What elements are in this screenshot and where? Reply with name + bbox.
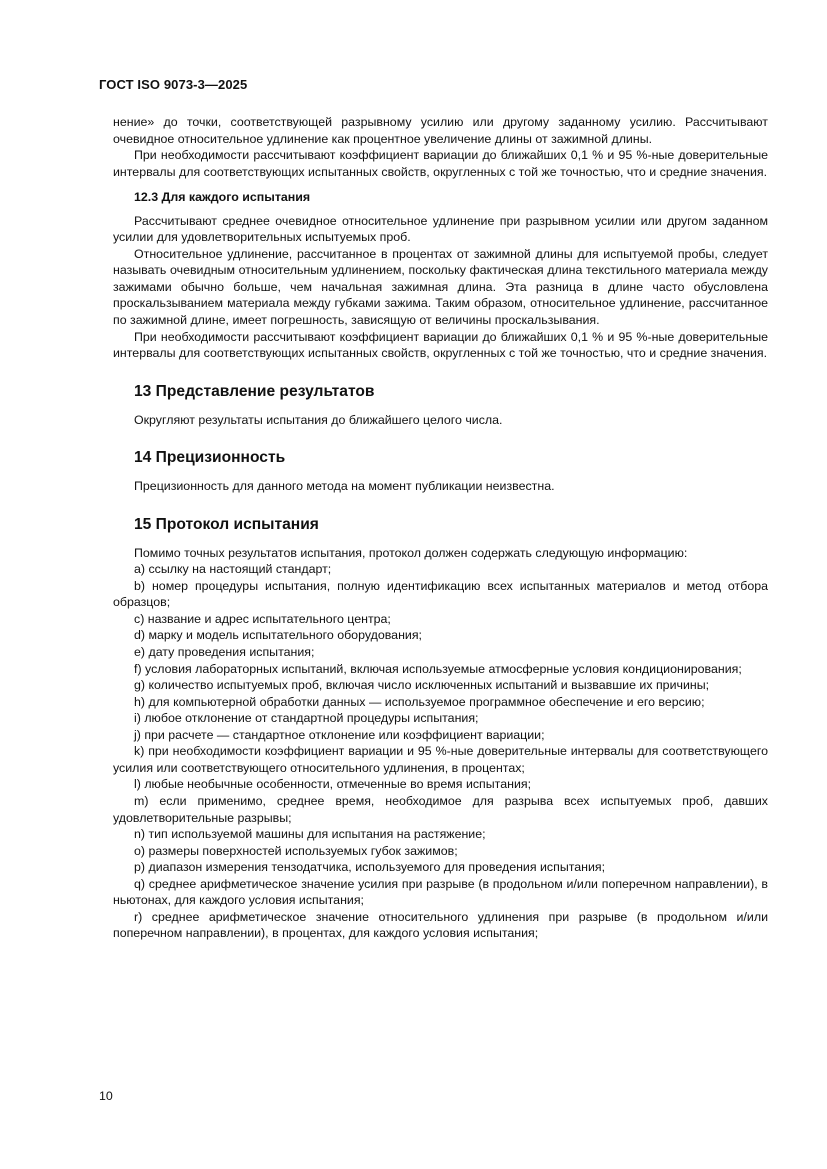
list-item: e) дату проведения испытания; — [134, 645, 315, 660]
list-item: j) при расчете — стандартное отклонение или коэффициент вариации; — [134, 727, 545, 742]
list-item: c) название и адрес испытательного центра; — [134, 611, 391, 626]
list-item: b) номер процедуры испытания, полную идентификацию всех испытанных материалов и метод отбора образцов; — [113, 578, 768, 610]
paragraph-12-3-c: При необходимости рассчитывают коэффициент вариации до ближайших 0,1 % и 95 %-ные доверительные интервалы для соответствующих испытанных свойств, округленных с той же точностью, что и средние значения. — [113, 329, 768, 361]
report-items-list — [113, 561, 768, 942]
section-15-intro: Помимо точных результатов испытания, протокол должен содержать следующую информацию: — [134, 545, 688, 560]
list-item: l) любые необычные особенности, отмеченные во время испытания; — [134, 777, 532, 792]
paragraph-12-3-b: Относительное удлинение, рассчитанное в процентах от зажимной длины для испытуемой пробы, следует называть очевидным относительным удлинением, поскольку фактическая длина текстильного материала между зажимами обычно больше, чем начальная зажимная длина. Эта разница в длине часто обусловлена проскальзыванием материала между губками зажима. Таким образом, относительное удлинение, рассчитанное по зажимной длине, имеет погрешность, зависящую от величины проскальзывания. — [113, 246, 768, 328]
list-item: g) количество испытуемых проб, включая число исключенных испытаний и вызвавшие их причины; — [134, 678, 710, 693]
subsection-heading-12-3: 12.3 Для каждого испытания — [134, 190, 311, 205]
list-item: k) при необходимости коэффициент вариации и 95 %-ные доверительные интервалы для соответствующего усилия или соответствующего относительного удлинения, в процентах; — [113, 744, 768, 775]
paragraph-continuation: нение» до точки, соответствующей разрывному усилию или другому заданному усилию. Рассчитывают очевидное относительное удлинение как процентное увеличение длины от зажимной длины. — [113, 115, 768, 146]
section-heading-14: 14 Прецизионность — [134, 449, 286, 467]
paragraph-12-3-a: Рассчитывают среднее очевидное относительное удлинение при разрывном усилии или другом заданном усилии для удовлетворительных испытуемых проб. — [113, 213, 768, 245]
list-item: h) для компьютерной обработки данных — используемое программное обеспечение и его версию; — [134, 694, 705, 709]
document-body — [113, 114, 768, 942]
list-item: p) диапазон измерения тензодатчика, используемого для проведения испытания; — [134, 860, 606, 875]
standard-header: ГОСТ ISO 9073-3—2025 — [99, 77, 248, 92]
list-item: n) тип используемой машины для испытания на растяжение; — [134, 827, 486, 842]
list-item: m) если применимо, среднее время, необходимое для разрыва всех испытуемых проб, давших удовлетворительные разрывы; — [113, 793, 768, 825]
section-13-text: Округляют результаты испытания до ближайшего целого числа. — [134, 412, 503, 427]
page-number: 10 — [99, 1089, 113, 1103]
section-heading-15: 15 Протокол испытания — [134, 515, 319, 533]
list-item: r) среднее арифметическое значение относительного удлинения при разрыве (в продольном и/или поперечном направлении), в процентах, для каждого условия испытания; — [113, 909, 768, 941]
section-heading-13: 13 Представление результатов — [134, 382, 375, 400]
list-item: d) марку и модель испытательного оборудования; — [134, 628, 422, 643]
list-item: f) условия лабораторных испытаний, включая используемые атмосферные условия кондиционирования; — [134, 661, 742, 676]
paragraph-coefficient-variation: При необходимости рассчитывают коэффициент вариации до ближайших 0,1 % и 95 %-ные доверительные интервалы для соответствующих испытанных свойств, округленных с той же точностью, что и средние значения. — [113, 148, 768, 179]
list-item: a) ссылку на настоящий стандарт; — [134, 562, 332, 577]
list-item: o) размеры поверхностей используемых губок зажимов; — [134, 843, 458, 858]
section-14-text: Прецизионность для данного метода на момент публикации неизвестна. — [134, 479, 555, 494]
list-item: q) среднее арифметическое значение усилия при разрыве (в продольном и/или поперечном направлении), в ньютонах, для каждого условия испытания; — [113, 876, 768, 908]
list-item: i) любое отклонение от стандартной процедуры испытания; — [134, 711, 479, 726]
